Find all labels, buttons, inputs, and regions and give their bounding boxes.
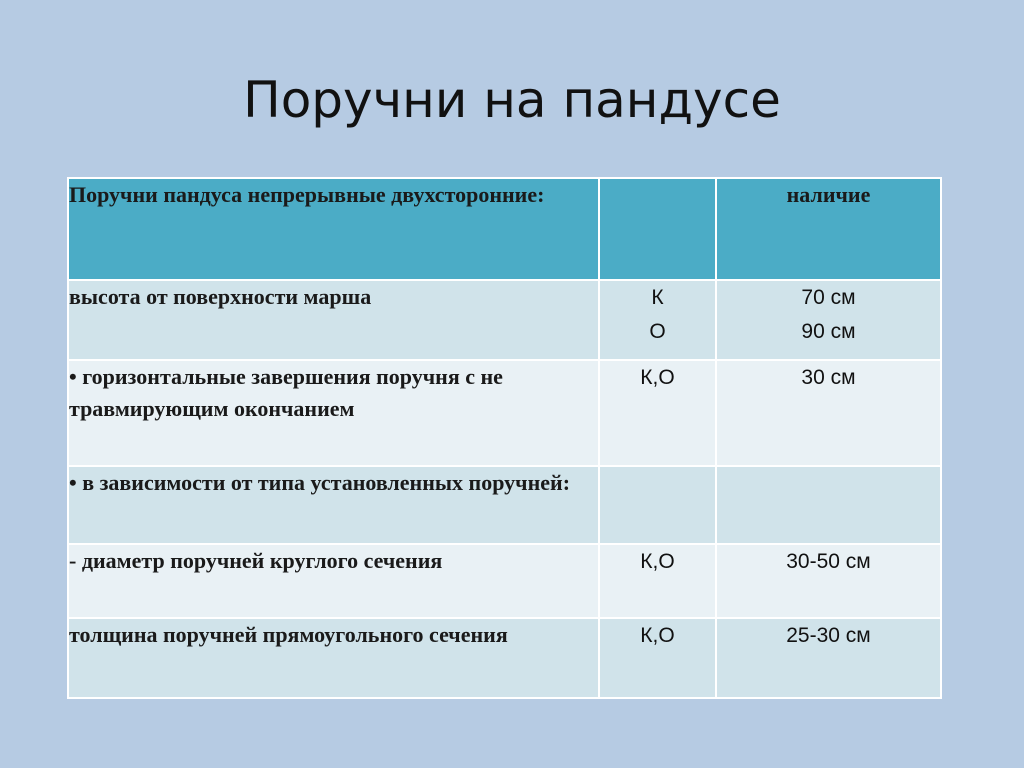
row-label: - диаметр поручней круглого сечения	[68, 544, 599, 618]
value-line: 30 см	[801, 366, 856, 389]
row-label: • в зависимости от типа установленных поручней:	[68, 466, 599, 544]
row-category	[599, 544, 716, 618]
row-value-empty	[716, 466, 941, 544]
row-category-empty	[599, 466, 716, 544]
row-value	[716, 544, 941, 618]
category-line: К	[651, 286, 664, 309]
category-line: О	[649, 320, 666, 343]
row-value	[716, 280, 941, 360]
table-header-row	[68, 178, 941, 280]
value-line: 25-30 см	[786, 624, 871, 647]
category-line: К,О	[640, 624, 675, 647]
row-value	[716, 618, 941, 698]
category-line: К,О	[640, 366, 675, 389]
table-row	[68, 618, 941, 698]
table-row	[68, 360, 941, 466]
category-line: К,О	[640, 550, 675, 573]
header-cell-empty	[599, 178, 716, 280]
row-label: толщина поручней прямоугольного сечения	[68, 618, 599, 698]
row-label: высота от поверхности марша	[68, 280, 599, 360]
header-cell-presence: наличие	[716, 178, 941, 280]
row-label: • горизонтальные завершения поручня с не травмирующим окончанием	[68, 360, 599, 466]
table-row	[68, 544, 941, 618]
header-cell-description: Поручни пандуса непрерывные двухсторонние:	[68, 178, 599, 280]
row-category	[599, 280, 716, 360]
table-row	[68, 280, 941, 360]
value-line: 90 см	[801, 320, 856, 343]
row-category	[599, 360, 716, 466]
value-line: 30-50 см	[786, 550, 871, 573]
slide-title: Поручни на пандусе	[243, 71, 781, 129]
row-value	[716, 360, 941, 466]
value-line: 70 см	[801, 286, 856, 309]
row-category	[599, 618, 716, 698]
table-row	[68, 466, 941, 544]
handrail-spec-table	[67, 177, 942, 699]
